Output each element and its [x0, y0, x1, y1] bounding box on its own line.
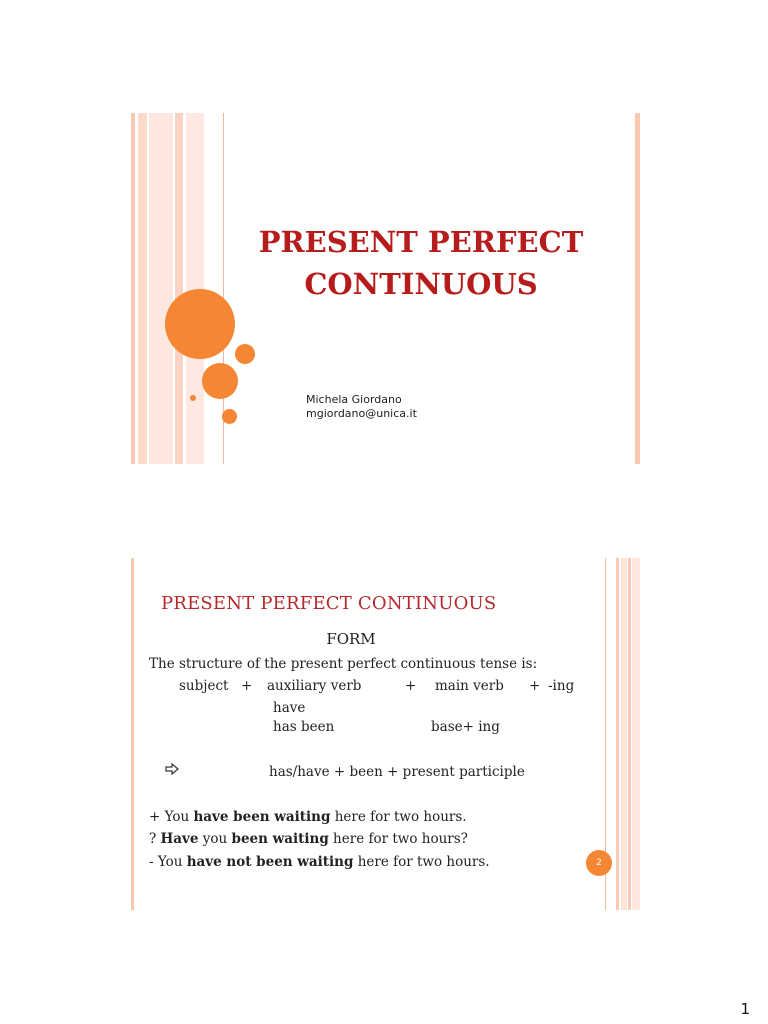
example-verb: Have [160, 831, 199, 847]
decor-circle-tiny [190, 395, 196, 401]
decor-stripe [628, 558, 631, 910]
arrow-right-icon [165, 763, 179, 775]
example-positive [149, 809, 467, 825]
author-block [306, 393, 417, 421]
decor-stripe [149, 113, 173, 464]
decor-circle-small [235, 344, 255, 364]
slide-title [231, 225, 611, 309]
decor-stripe [138, 113, 147, 464]
decor-stripe [621, 558, 627, 910]
formula-main: main verb [435, 678, 504, 694]
aux-have: have [273, 700, 306, 716]
slide-title: PRESENT PERFECT CONTINUOUS [161, 593, 497, 614]
formula-aux: auxiliary verb [267, 678, 362, 694]
slide-number-badge: 2 [586, 850, 612, 876]
example-verb: have not been waiting [186, 854, 354, 870]
example-negative [149, 854, 490, 870]
author-name: Michela Giordano [306, 393, 402, 406]
decor-circle-medium [202, 363, 238, 399]
slide-1 [131, 113, 640, 464]
rule-text: has/have + been + present participle [269, 764, 525, 780]
formula-ing: -ing [548, 678, 575, 694]
title-line-1: PRESENT PERFECT [258, 225, 584, 259]
aux-has-been: has been [273, 719, 335, 735]
page-number: 1 [740, 1000, 750, 1018]
example-text: + You [149, 809, 194, 825]
structure-intro: The structure of the present perfect continuous tense is: [149, 656, 538, 672]
example-verb: have been waiting [193, 809, 331, 825]
decor-stripe [616, 558, 619, 910]
base-ing: base+ ing [431, 719, 500, 735]
author-email: mgiordano@unica.it [306, 407, 417, 420]
decor-circle-large [165, 289, 235, 359]
formula-plus: + [529, 678, 541, 694]
decor-stripe [635, 113, 640, 464]
slide-2 [131, 558, 640, 910]
decor-stripe [632, 558, 640, 910]
example-text: here for two hours. [353, 854, 490, 870]
example-text: you [198, 831, 232, 847]
title-line-2: CONTINUOUS [304, 266, 538, 301]
example-text: here for two hours? [328, 831, 468, 847]
form-label: FORM [326, 630, 376, 648]
decor-stripe [131, 558, 134, 910]
example-question [149, 831, 468, 847]
example-text: here for two hours. [330, 809, 467, 825]
formula-plus: + [241, 678, 253, 694]
formula-subject: subject [179, 678, 229, 694]
example-text: - You [149, 854, 187, 870]
decor-circle-small [222, 409, 237, 424]
decor-stripe [131, 113, 135, 464]
example-text: ? [149, 831, 161, 847]
formula-plus: + [405, 678, 417, 694]
example-verb: been waiting [231, 831, 329, 847]
decor-stripe [175, 113, 183, 464]
